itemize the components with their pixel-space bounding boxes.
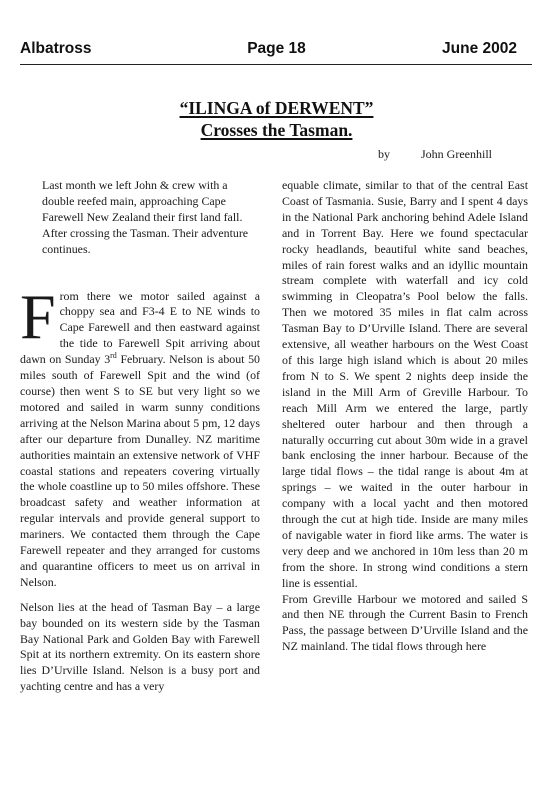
intro-paragraph: Last month we left John & crew with a double reefed main, approaching Cape Farewell New Zealand their first land fall. After crossing the Tasman. Their adventure continues. bbox=[42, 178, 249, 256]
paragraph-4: From Greville Harbour we motored and sailed S and then NE through the Current Basin to French Pass, the passage between D’Urville Island and the NZ mainland. The tidal flows through here bbox=[282, 591, 528, 654]
drop-cap: F bbox=[20, 280, 56, 352]
ordinal-suffix: rd bbox=[110, 351, 117, 361]
page-number: Page 18 bbox=[247, 40, 306, 57]
issue-date: June 2002 bbox=[442, 40, 517, 57]
paragraph-3: equable climate, similar to that of the central East Coast of Tasmania. Susie, Barry and I spent 4 days in the National Park anchoring behind Adele Island and in Torrent Bay. Here we found spectacular rocky headlands, beautiful white sand beaches, miles of rain forest walks and an idyllic mountain stream complete with waterfall and icy cold swimming in Cleopatra’s Pool below the falls. Then we motored 35 miles in flat calm across Tasman Bay to D’Urville Island. There are several extensive, all weather harbours on the West Coast of this large high island which is about 20 miles from N to S. We spent 2 nights deep inside the island in the Mill Arm of Greville Harbour. To reach Mill Arm we entered the large, partly sheltered outer harbour and then through a naturally occurring cut about 30m wide in a gravel bank enclosing the inner harbour. Because of the large tidal flows – the tidal range is about 4m at springs – we waited in the outer harbour in company with a local yacht and then motored through the cut at high tide. Inside are many miles of navigable water in fiord like arms. The water is very deep and we anchored in 10m less than 20 m from the shore. In strong wind conditions a stern line is essential. bbox=[282, 178, 528, 590]
paragraph-1-text-b: February. Nelson is about 50 miles south of Farewell Spit and the wind (of course) then went S to SE but very light so we motored and sailed in warm sunny conditions arriving at the Nelson Marina about 5 pm, 12 days after our departure from Dunalley. NZ maritime authorities maintain an extensive network of VHF coastal stations and repeaters covering virtually the whole coastline up to 50 miles offshore. These broadcast safety and weather information at regular intervals and provide general support to mariners. We contacted them through the Cape Farewell repeater and they arranged for customs and quarantine officers to meet us on arrival in Nelson. bbox=[20, 352, 260, 589]
byline-label: by bbox=[378, 147, 390, 161]
article-subtitle bbox=[0, 120, 553, 141]
header-rule bbox=[20, 64, 532, 65]
article-title bbox=[0, 98, 553, 119]
left-column bbox=[20, 178, 260, 695]
paragraph-1 bbox=[20, 280, 260, 591]
article-title-line1: “ILINGA of DERWENT” bbox=[179, 98, 374, 118]
paragraph-2: Nelson lies at the head of Tasman Bay – a large bay bounded on its western side by the Tasman Bay National Park and Golden Bay with Farewell Spit at its northern extremity. On its eastern shore lies D’Urville Island. Nelson is a busy port and yachting centre and has a very bbox=[20, 599, 260, 694]
paragraph-1-text-a: rom there we motor sailed against a choppy sea and F3-4 E to NE winds to Cape Farewell and then eastward against the tide to Farewell Spit arriving about dawn on Sunday 3 bbox=[20, 288, 260, 367]
author-name: John Greenhill bbox=[421, 147, 492, 161]
article-title-line2: Crosses the Tasman. bbox=[200, 120, 353, 140]
right-column bbox=[282, 178, 528, 655]
newsletter-name: Albatross bbox=[20, 40, 92, 57]
